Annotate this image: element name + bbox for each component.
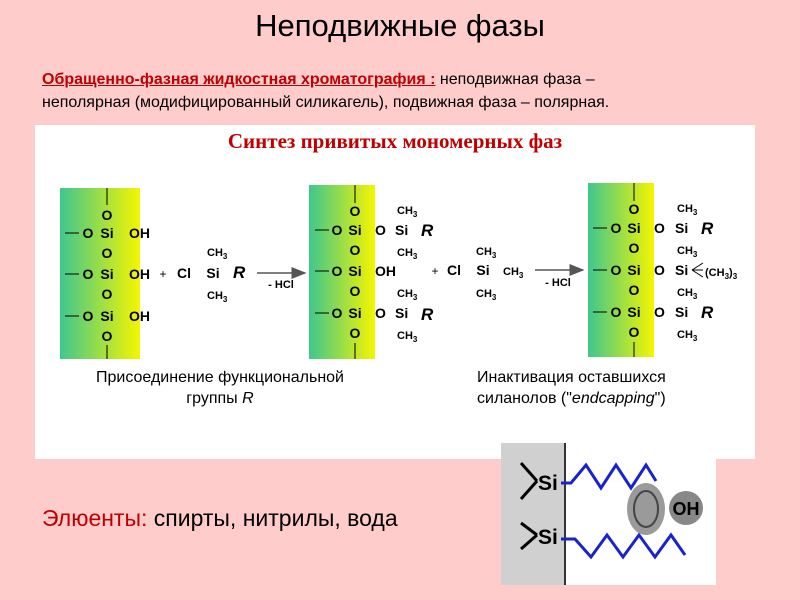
svg-text:O: O bbox=[349, 325, 361, 341]
surface-wall bbox=[501, 443, 565, 585]
svg-text:Si: Si bbox=[348, 222, 362, 238]
arrow-1-label: - HCl bbox=[268, 279, 294, 291]
silicon-atom-1: Si bbox=[538, 472, 558, 495]
svg-text:CH3: $CH_3$ bbox=[677, 245, 698, 259]
svg-text:O: O bbox=[82, 266, 94, 282]
svg-text:Si: Si bbox=[395, 222, 409, 238]
svg-text:CH3: $CH_3$ bbox=[397, 330, 418, 344]
svg-text:Si: Si bbox=[348, 263, 362, 279]
svg-text:(CH3)3: $(CH_3)_3$ bbox=[705, 267, 738, 281]
svg-text:Si: Si bbox=[627, 220, 641, 236]
svg-text:O: O bbox=[375, 222, 386, 238]
caption-right-line1: Инактивация оставшихся bbox=[477, 369, 666, 386]
svg-text:R: R bbox=[701, 303, 714, 322]
caption-left-line1: Присоединение функциональной bbox=[96, 369, 344, 386]
arrow-2-label: - HCl bbox=[545, 277, 571, 289]
svg-text:R: R bbox=[421, 221, 434, 240]
svg-text:Si: Si bbox=[100, 225, 114, 241]
intro-line1-rest: неподвижная фаза – bbox=[435, 71, 595, 88]
svg-text:Si: Si bbox=[100, 266, 114, 282]
reagent-chlorosilane-r bbox=[159, 247, 246, 304]
eluents-label: Элюенты: bbox=[42, 505, 148, 531]
svg-text:+: + bbox=[159, 267, 167, 281]
svg-text:Cl: Cl bbox=[177, 265, 191, 281]
svg-text:O: O bbox=[331, 305, 343, 321]
svg-text:Si: Si bbox=[476, 262, 490, 278]
intro-paragraph bbox=[42, 68, 762, 114]
svg-text:O: O bbox=[654, 220, 665, 236]
svg-text:Cl: Cl bbox=[447, 262, 461, 278]
aromatic-ring bbox=[627, 483, 665, 535]
svg-text:O: O bbox=[82, 308, 94, 324]
svg-text:CH3: $CH_3$ bbox=[503, 266, 524, 280]
svg-text:Si: Si bbox=[675, 304, 689, 320]
svg-text:O: O bbox=[101, 207, 113, 223]
svg-text:OH: OH bbox=[129, 308, 150, 324]
eluents-line bbox=[42, 505, 398, 532]
svg-text:O: O bbox=[331, 263, 343, 279]
svg-text:O: O bbox=[101, 245, 113, 261]
svg-text:Si: Si bbox=[395, 305, 409, 321]
svg-text:Si: Si bbox=[627, 262, 641, 278]
silicon-atom-2: Si bbox=[538, 526, 558, 549]
svg-text:CH3: $CH_3$ bbox=[476, 246, 497, 260]
diagram-title: Синтез привитых мономерных фаз bbox=[227, 129, 563, 153]
rp-hplc-term: Обращенно-фазная жидкостная хроматография : bbox=[42, 71, 436, 88]
svg-text:O: O bbox=[628, 240, 640, 256]
svg-text:CH3: $CH_3$ bbox=[677, 329, 698, 343]
alkyl-chain-lower bbox=[561, 535, 685, 557]
svg-text:CH3: $CH_3$ bbox=[207, 290, 228, 304]
svg-text:O: O bbox=[349, 242, 361, 258]
svg-text:+: + bbox=[431, 264, 439, 278]
svg-text:O: O bbox=[628, 324, 640, 340]
reagent-trimethylchlorosilane bbox=[431, 246, 523, 302]
bonded-phase-schematic bbox=[501, 443, 716, 585]
bonded-phase-inset bbox=[501, 443, 716, 585]
svg-text:CH3: $CH_3$ bbox=[397, 205, 418, 219]
svg-text:Si: Si bbox=[627, 304, 641, 320]
svg-text:O: O bbox=[654, 262, 665, 278]
svg-text:R: R bbox=[421, 305, 434, 324]
svg-text:OH: OH bbox=[129, 266, 150, 282]
intro-line2: неполярная (модифицированный силикагель), подвижная фаза – полярная. bbox=[42, 94, 610, 111]
svg-text:CH3: $CH_3$ bbox=[677, 203, 698, 217]
svg-text:Si: Si bbox=[206, 265, 220, 281]
eluents-text: спирты, нитрилы, вода bbox=[147, 505, 398, 531]
svg-text:O: O bbox=[610, 262, 622, 278]
svg-text:Si: Si bbox=[675, 262, 689, 278]
svg-text:O: O bbox=[375, 305, 386, 321]
svg-text:O: O bbox=[610, 304, 622, 320]
svg-text:O: O bbox=[349, 283, 361, 299]
svg-text:CH3: $CH_3$ bbox=[677, 287, 698, 301]
caption-left-line2: группы R bbox=[186, 390, 254, 407]
svg-text:OH: OH bbox=[375, 263, 396, 279]
svg-text:O: O bbox=[82, 225, 94, 241]
svg-text:R: R bbox=[233, 263, 246, 282]
svg-text:O: O bbox=[610, 220, 622, 236]
svg-text:O: O bbox=[331, 222, 343, 238]
slide-title: Неподвижные фазы bbox=[255, 8, 545, 43]
svg-text:CH3: $CH_3$ bbox=[476, 288, 497, 302]
svg-text:CH3: $CH_3$ bbox=[397, 288, 418, 302]
synthesis-diagram bbox=[35, 125, 755, 459]
synthesis-diagram-panel bbox=[35, 125, 755, 459]
hydroxyl-label: OH bbox=[672, 499, 700, 519]
svg-text:Si: Si bbox=[348, 305, 362, 321]
svg-text:R: R bbox=[701, 219, 714, 238]
svg-text:Si: Si bbox=[675, 220, 689, 236]
svg-text:O: O bbox=[654, 304, 665, 320]
svg-text:CH3: $CH_3$ bbox=[207, 247, 228, 261]
caption-right-line2: силанолов ("endcapping") bbox=[477, 390, 666, 407]
svg-text:O: O bbox=[349, 203, 361, 219]
svg-text:O: O bbox=[628, 201, 640, 217]
svg-text:Si: Si bbox=[100, 308, 114, 324]
svg-text:O: O bbox=[101, 286, 113, 302]
svg-text:CH3: $CH_3$ bbox=[397, 247, 418, 261]
svg-text:O: O bbox=[628, 282, 640, 298]
svg-text:OH: OH bbox=[129, 225, 150, 241]
svg-text:O: O bbox=[101, 328, 113, 344]
